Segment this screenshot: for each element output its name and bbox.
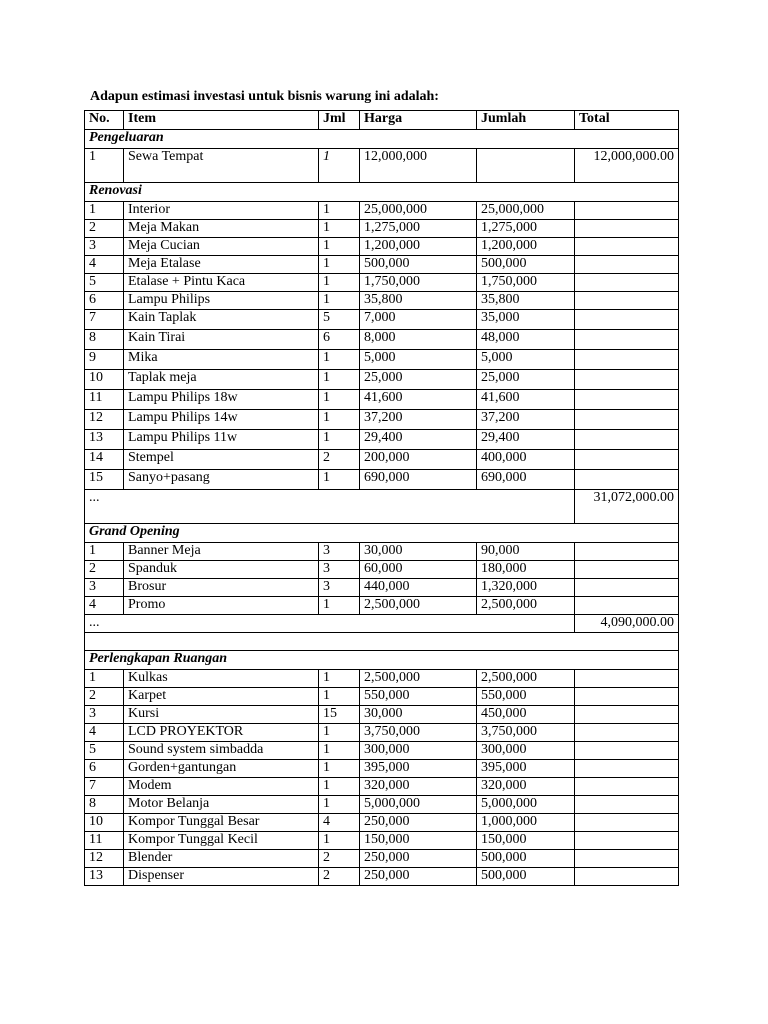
row-jumlah: 48,000: [477, 330, 575, 350]
row-total: [575, 390, 679, 410]
row-item: Spanduk: [124, 561, 319, 579]
row-jumlah: 500,000: [477, 256, 575, 274]
row-no: 5: [85, 274, 124, 292]
row-jumlah: 300,000: [477, 742, 575, 760]
row-harga: 320,000: [360, 778, 477, 796]
subtotal-value: 4,090,000.00: [575, 615, 679, 633]
row-total: [575, 470, 679, 490]
investment-table-body: [85, 111, 679, 886]
row-item: Kompor Tunggal Besar: [124, 814, 319, 832]
col-header-jumlah: Jumlah: [477, 111, 575, 130]
row-jumlah: 500,000: [477, 850, 575, 868]
row-total: 12,000,000.00: [575, 149, 679, 183]
investment-table: [84, 110, 679, 886]
row-jml: 1: [319, 350, 360, 370]
row-no: 1: [85, 149, 124, 183]
row-harga: 25,000: [360, 370, 477, 390]
row-jml: 1: [319, 670, 360, 688]
col-header-total: Total: [575, 111, 679, 130]
table-row: [85, 220, 679, 238]
row-total: [575, 796, 679, 814]
row-total: [575, 850, 679, 868]
row-no: 9: [85, 350, 124, 370]
row-item: Lampu Philips 14w: [124, 410, 319, 430]
row-no: 6: [85, 760, 124, 778]
row-jml: 1: [319, 597, 360, 615]
row-jumlah: 2,500,000: [477, 597, 575, 615]
section-title: Grand Opening: [85, 524, 679, 543]
row-jml: 1: [319, 430, 360, 450]
row-total: [575, 814, 679, 832]
row-jml: 1: [319, 470, 360, 490]
row-no: 11: [85, 832, 124, 850]
row-harga: 395,000: [360, 760, 477, 778]
row-jml: 1: [319, 832, 360, 850]
row-total: [575, 670, 679, 688]
row-no: 8: [85, 796, 124, 814]
row-harga: 550,000: [360, 688, 477, 706]
row-jumlah: 1,200,000: [477, 238, 575, 256]
row-jml: 3: [319, 579, 360, 597]
row-harga: 35,800: [360, 292, 477, 310]
row-no: 1: [85, 670, 124, 688]
row-harga: 150,000: [360, 832, 477, 850]
row-jml: 3: [319, 543, 360, 561]
row-jml: 1: [319, 238, 360, 256]
row-harga: 41,600: [360, 390, 477, 410]
row-jml: 1: [319, 202, 360, 220]
row-harga: 500,000: [360, 256, 477, 274]
table-row: [85, 832, 679, 850]
row-item: Mika: [124, 350, 319, 370]
row-harga: 30,000: [360, 706, 477, 724]
row-item: Sound system simbadda: [124, 742, 319, 760]
row-total: [575, 350, 679, 370]
row-total: [575, 202, 679, 220]
row-item: LCD PROYEKTOR: [124, 724, 319, 742]
table-row: [85, 330, 679, 350]
row-item: Meja Etalase: [124, 256, 319, 274]
row-jml: 3: [319, 561, 360, 579]
table-row: [85, 370, 679, 390]
row-item: Etalase + Pintu Kaca: [124, 274, 319, 292]
row-total: [575, 450, 679, 470]
row-total: [575, 868, 679, 886]
row-jml: 15: [319, 706, 360, 724]
table-row: [85, 430, 679, 450]
row-no: 5: [85, 742, 124, 760]
row-no: 14: [85, 450, 124, 470]
row-no: 4: [85, 256, 124, 274]
row-item: Meja Cucian: [124, 238, 319, 256]
row-no: 15: [85, 470, 124, 490]
row-harga: 37,200: [360, 410, 477, 430]
table-row: [85, 796, 679, 814]
spacer-cell: [85, 633, 679, 651]
row-total: [575, 742, 679, 760]
row-total: [575, 238, 679, 256]
row-no: 13: [85, 430, 124, 450]
row-jumlah: 1,320,000: [477, 579, 575, 597]
subtotal-row: [85, 615, 679, 633]
row-item: Karpet: [124, 688, 319, 706]
row-total: [575, 561, 679, 579]
table-row: [85, 670, 679, 688]
table-row: [85, 350, 679, 370]
row-item: Interior: [124, 202, 319, 220]
table-row: [85, 292, 679, 310]
table-row: [85, 238, 679, 256]
row-item: Kain Taplak: [124, 310, 319, 330]
row-item: Kain Tirai: [124, 330, 319, 350]
row-harga: 29,400: [360, 430, 477, 450]
row-jumlah: 35,800: [477, 292, 575, 310]
spacer-row: [85, 633, 679, 651]
row-total: [575, 706, 679, 724]
section-title: Perlengkapan Ruangan: [85, 651, 679, 670]
row-jml: 1: [319, 220, 360, 238]
row-item: Sanyo+pasang: [124, 470, 319, 490]
table-row: [85, 868, 679, 886]
section-header-row: [85, 651, 679, 670]
row-no: 10: [85, 370, 124, 390]
row-harga: 440,000: [360, 579, 477, 597]
row-harga: 690,000: [360, 470, 477, 490]
row-total: [575, 220, 679, 238]
row-item: Stempel: [124, 450, 319, 470]
row-total: [575, 760, 679, 778]
row-jml: 1: [319, 796, 360, 814]
row-total: [575, 430, 679, 450]
row-no: 7: [85, 310, 124, 330]
row-jml: 1: [319, 292, 360, 310]
col-header-no: No.: [85, 111, 124, 130]
row-jml: 1: [319, 390, 360, 410]
table-row: [85, 760, 679, 778]
table-row: [85, 561, 679, 579]
row-jml: 6: [319, 330, 360, 350]
row-jml: 1: [319, 688, 360, 706]
table-row: [85, 256, 679, 274]
row-harga: 2,500,000: [360, 597, 477, 615]
row-item: Brosur: [124, 579, 319, 597]
table-row: [85, 579, 679, 597]
row-item: Sewa Tempat: [124, 149, 319, 183]
row-item: Promo: [124, 597, 319, 615]
table-row: [85, 724, 679, 742]
row-jumlah: 1,750,000: [477, 274, 575, 292]
row-item: Kulkas: [124, 670, 319, 688]
table-row: [85, 470, 679, 490]
row-no: 3: [85, 706, 124, 724]
row-jumlah: 180,000: [477, 561, 575, 579]
table-row: [85, 778, 679, 796]
row-total: [575, 274, 679, 292]
row-no: 6: [85, 292, 124, 310]
row-harga: 25,000,000: [360, 202, 477, 220]
row-jml: 1: [319, 410, 360, 430]
row-item: Banner Meja: [124, 543, 319, 561]
row-jumlah: 395,000: [477, 760, 575, 778]
row-jumlah: 37,200: [477, 410, 575, 430]
row-jumlah: 320,000: [477, 778, 575, 796]
row-harga: 1,750,000: [360, 274, 477, 292]
row-jumlah: 550,000: [477, 688, 575, 706]
table-row: [85, 850, 679, 868]
table-row: [85, 310, 679, 330]
row-no: 7: [85, 778, 124, 796]
row-item: Lampu Philips: [124, 292, 319, 310]
row-jumlah: 1,275,000: [477, 220, 575, 238]
row-jml: 1: [319, 742, 360, 760]
row-total: [575, 256, 679, 274]
table-row: [85, 274, 679, 292]
row-jumlah: 500,000: [477, 868, 575, 886]
section-title: Pengeluaran: [85, 130, 679, 149]
table-header-row: [85, 111, 679, 130]
row-jml: 1: [319, 370, 360, 390]
row-harga: 7,000: [360, 310, 477, 330]
row-total: [575, 543, 679, 561]
row-no: 3: [85, 579, 124, 597]
row-harga: 3,750,000: [360, 724, 477, 742]
row-jml: 1: [319, 724, 360, 742]
row-jumlah: 25,000: [477, 370, 575, 390]
col-header-jml: Jml: [319, 111, 360, 130]
col-header-harga: Harga: [360, 111, 477, 130]
row-harga: 5,000: [360, 350, 477, 370]
row-item: Kompor Tunggal Kecil: [124, 832, 319, 850]
row-harga: 2,500,000: [360, 670, 477, 688]
table-row: [85, 410, 679, 430]
row-jumlah: 400,000: [477, 450, 575, 470]
row-jml: 4: [319, 814, 360, 832]
row-no: 2: [85, 220, 124, 238]
row-no: 4: [85, 597, 124, 615]
row-total: [575, 330, 679, 350]
table-row: [85, 543, 679, 561]
table-row: [85, 688, 679, 706]
row-jumlah: 690,000: [477, 470, 575, 490]
table-row: [85, 202, 679, 220]
subtotal-value: 31,072,000.00: [575, 490, 679, 524]
row-total: [575, 597, 679, 615]
row-total: [575, 724, 679, 742]
row-harga: 250,000: [360, 814, 477, 832]
table-row: [85, 706, 679, 724]
row-harga: 300,000: [360, 742, 477, 760]
row-item: Lampu Philips 18w: [124, 390, 319, 410]
row-jml: 1: [319, 149, 360, 183]
table-row: [85, 814, 679, 832]
row-jumlah: 90,000: [477, 543, 575, 561]
row-jumlah: 35,000: [477, 310, 575, 330]
section-header-row: [85, 130, 679, 149]
row-jumlah: 41,600: [477, 390, 575, 410]
row-jml: 2: [319, 850, 360, 868]
row-total: [575, 370, 679, 390]
section-title: Renovasi: [85, 183, 679, 202]
row-jumlah: 450,000: [477, 706, 575, 724]
row-total: [575, 688, 679, 706]
row-no: 12: [85, 850, 124, 868]
section-header-row: [85, 183, 679, 202]
col-header-item: Item: [124, 111, 319, 130]
row-total: [575, 410, 679, 430]
row-harga: 8,000: [360, 330, 477, 350]
table-row: [85, 149, 679, 183]
table-row: [85, 742, 679, 760]
row-total: [575, 292, 679, 310]
row-jumlah: 3,750,000: [477, 724, 575, 742]
row-total: [575, 832, 679, 850]
row-jml: 1: [319, 274, 360, 292]
row-item: Gorden+gantungan: [124, 760, 319, 778]
row-no: 8: [85, 330, 124, 350]
row-jumlah: 29,400: [477, 430, 575, 450]
row-item: Dispenser: [124, 868, 319, 886]
row-jumlah: 150,000: [477, 832, 575, 850]
row-no: 2: [85, 561, 124, 579]
row-jumlah: 2,500,000: [477, 670, 575, 688]
row-jumlah: 1,000,000: [477, 814, 575, 832]
row-harga: 250,000: [360, 850, 477, 868]
row-item: Meja Makan: [124, 220, 319, 238]
row-jumlah: [477, 149, 575, 183]
row-total: [575, 579, 679, 597]
table-row: [85, 390, 679, 410]
row-no: 2: [85, 688, 124, 706]
row-item: Modem: [124, 778, 319, 796]
row-harga: 1,275,000: [360, 220, 477, 238]
row-harga: 30,000: [360, 543, 477, 561]
row-jml: 1: [319, 760, 360, 778]
row-jml: 1: [319, 256, 360, 274]
row-total: [575, 310, 679, 330]
row-jml: 2: [319, 868, 360, 886]
row-total: [575, 778, 679, 796]
document-heading: Adapun estimasi investasi untuk bisnis warung ini adalah:: [90, 89, 439, 104]
row-no: 10: [85, 814, 124, 832]
row-jumlah: 5,000: [477, 350, 575, 370]
section-header-row: [85, 524, 679, 543]
row-harga: 5,000,000: [360, 796, 477, 814]
row-item: Kursi: [124, 706, 319, 724]
row-no: 13: [85, 868, 124, 886]
row-harga: 12,000,000: [360, 149, 477, 183]
row-harga: 60,000: [360, 561, 477, 579]
row-no: 4: [85, 724, 124, 742]
subtotal-label: ...: [85, 615, 575, 633]
row-no: 12: [85, 410, 124, 430]
row-jml: 2: [319, 450, 360, 470]
row-jml: 1: [319, 778, 360, 796]
row-no: 11: [85, 390, 124, 410]
row-item: Taplak meja: [124, 370, 319, 390]
row-no: 3: [85, 238, 124, 256]
row-jml: 5: [319, 310, 360, 330]
row-item: Blender: [124, 850, 319, 868]
row-jumlah: 25,000,000: [477, 202, 575, 220]
row-no: 1: [85, 543, 124, 561]
row-harga: 1,200,000: [360, 238, 477, 256]
table-row: [85, 450, 679, 470]
row-harga: 250,000: [360, 868, 477, 886]
row-harga: 200,000: [360, 450, 477, 470]
row-no: 1: [85, 202, 124, 220]
row-item: Motor Belanja: [124, 796, 319, 814]
row-jumlah: 5,000,000: [477, 796, 575, 814]
subtotal-row: [85, 490, 679, 524]
table-row: [85, 597, 679, 615]
subtotal-label: ...: [85, 490, 575, 524]
row-item: Lampu Philips 11w: [124, 430, 319, 450]
